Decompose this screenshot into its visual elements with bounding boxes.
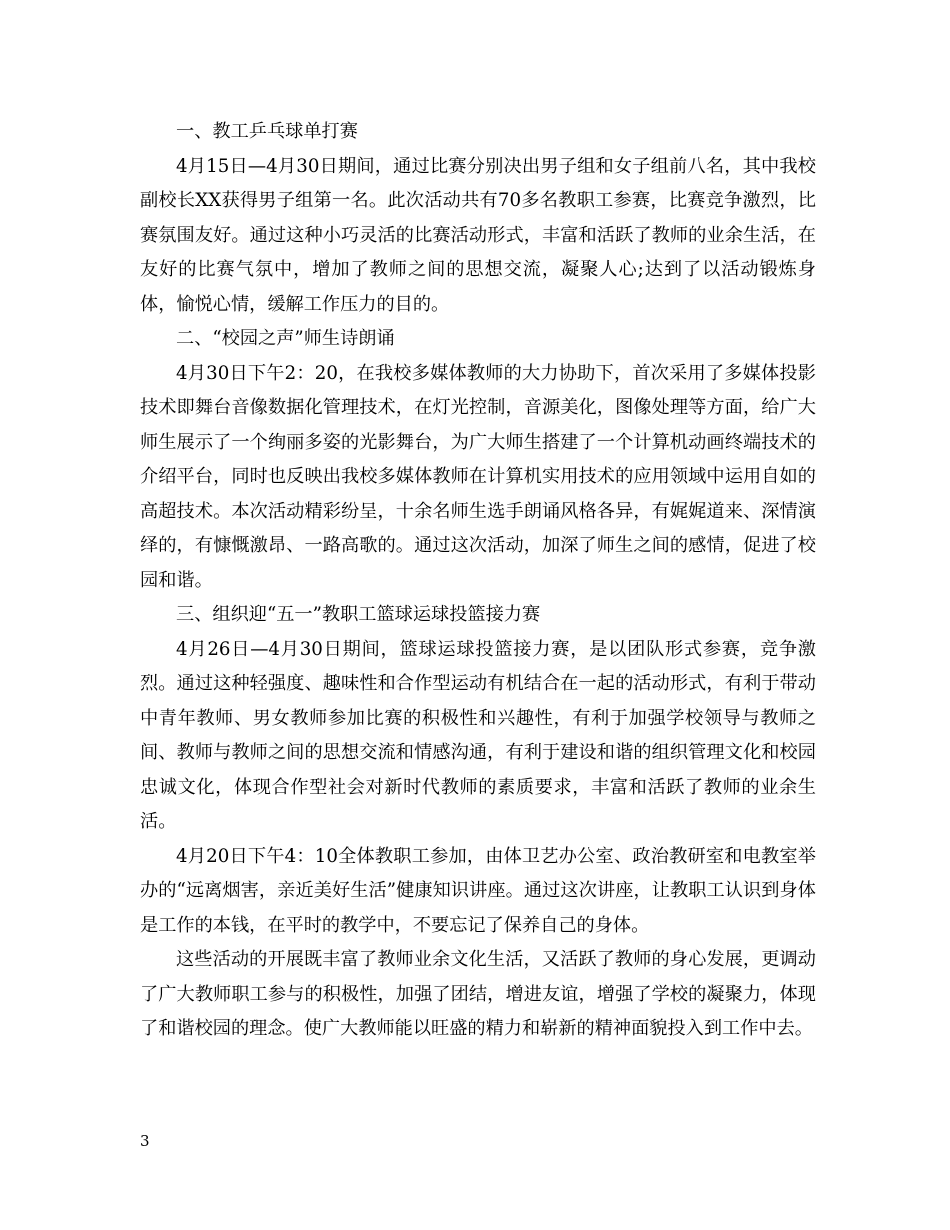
paragraph-basketball-relay: 4月26日—4月30日期间，篮球运球投篮接力赛，是以团队形式参赛，竞争激烈。通过这种轻强度、趣味性和合作型运动有机结合在一起的活动形式，有利于带动中青年教师、男女教师参加比赛的积极性和兴趣性，有利于加强学校领导与教师之间、教师与教师之间的思想交流和情感沟通，有利于建设和谐的组织管理文化和校园忠诚文化，体现合作型社会对新时代教师的素质要求，丰富和活跃了教师的业余生活。 <box>140 638 816 832</box>
section-heading-poetry-recital: 二、“校园之声”师生诗朗诵 <box>176 328 395 349</box>
paragraph-summary: 这些活动的开展既丰富了教师业余文化生活，又活跃了教师的身心发展，更调动了广大教师职工参与的积极性，加强了团结，增进友谊，增强了学校的凝聚力，体现了和谐校园的理念。使广大教师能以旺盛的精力和崭新的精神面貌投入到工作中去。 <box>140 949 816 1039</box>
section-heading-basketball-relay: 三、组织迎“五一”教职工篮球运球投篮接力赛 <box>176 604 541 625</box>
section-heading-table-tennis: 一、教工乒乓球单打赛 <box>176 121 358 142</box>
paragraph-poetry-recital: 4月30日下午2：20，在我校多媒体教师的大力协助下，首次采用了多媒体投影技术即舞台音像数据化管理技术，在灯光控制，音源美化，图像处理等方面，给广大师生展示了一个绚丽多姿的光影舞台，为广大师生搭建了一个计算机动画终端技术的介绍平台，同时也反映出我校多媒体教师在计算机实用技术的应用领域中运用自如的高超技术。本次活动精彩纷呈，十余名师生选手朗诵风格各异，有娓娓道来、深情演绎的，有慷慨激昂、一路高歌的。通过这次活动，加深了师生之间的感情，促进了校园和谐。 <box>140 362 816 591</box>
paragraph-health-lecture: 4月20日下午4：10全体教职工参加，由体卫艺办公室、政治教研室和电教室举办的“远离烟害，亲近美好生活”健康知识讲座。通过这次讲座，让教职工认识到身体是工作的本钱，在平时的教学中，不要忘记了保养自己的身体。 <box>140 845 816 936</box>
page-number: 3 <box>140 1132 150 1150</box>
document-body <box>140 115 816 1047</box>
paragraph-table-tennis: 4月15日—4月30日期间，通过比赛分别决出男子组和女子组前八名，其中我校副校长XX获得男子组第一名。此次活动共有70多名教职工参赛，比赛竞争激烈，比赛氛围友好。通过这种小巧灵活的比赛活动形式，丰富和活跃了教师的业余生活，在友好的比赛气氛中，增加了教师之间的思想交流，凝聚人心;达到了以活动锻炼身体，愉悦心情，缓解工作压力的目的。 <box>140 155 816 315</box>
